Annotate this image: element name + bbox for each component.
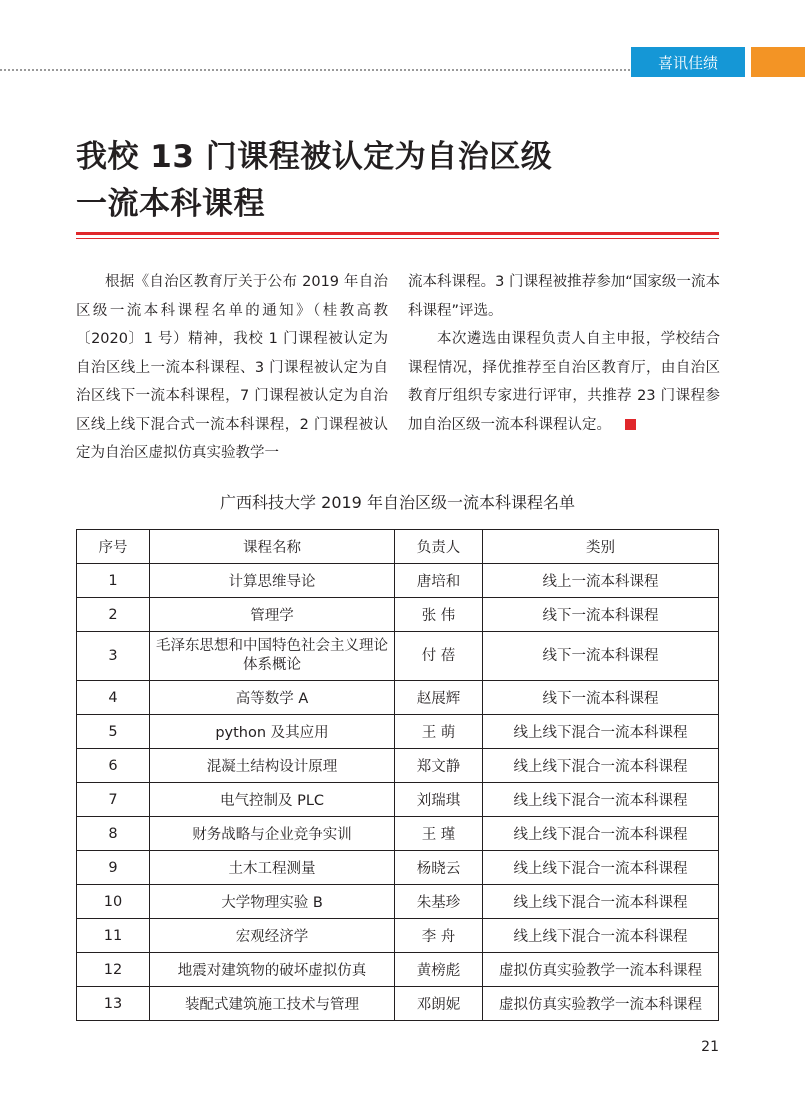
cell-course-name: 计算思维导论 xyxy=(150,564,395,598)
header-category: 类别 xyxy=(483,530,719,564)
cell-seq: 7 xyxy=(77,783,150,817)
table-header-row xyxy=(77,530,719,564)
cell-owner: 杨晓云 xyxy=(395,851,483,885)
body-paragraph-1-continued: 流本科课程。3 门课程被推荐参加“国家级一流本科课程”评选。 xyxy=(408,274,720,319)
cell-owner: 黄榜彪 xyxy=(395,953,483,987)
article-right-column xyxy=(408,268,720,439)
course-list-table xyxy=(76,529,719,1021)
cell-course-name: 电气控制及 PLC xyxy=(150,783,395,817)
article-title-line-2: 一流本科课程 xyxy=(76,186,265,222)
cell-seq: 11 xyxy=(77,919,150,953)
cell-category: 线下一流本科课程 xyxy=(483,598,719,632)
page-number: 21 xyxy=(701,1039,719,1055)
cell-owner: 朱基珍 xyxy=(395,885,483,919)
cell-course-name: 地震对建筑物的破坏虚拟仿真 xyxy=(150,953,395,987)
cell-category: 线上线下混合一流本科课程 xyxy=(483,851,719,885)
cell-category: 线上线下混合一流本科课程 xyxy=(483,783,719,817)
table-row xyxy=(77,885,719,919)
header-orange-block xyxy=(751,47,805,77)
cell-category: 线下一流本科课程 xyxy=(483,632,719,681)
cell-category: 线下一流本科课程 xyxy=(483,681,719,715)
cell-seq: 2 xyxy=(77,598,150,632)
cell-owner: 王 萌 xyxy=(395,715,483,749)
cell-category: 线上一流本科课程 xyxy=(483,564,719,598)
article-title xyxy=(76,134,716,228)
cell-owner: 李 舟 xyxy=(395,919,483,953)
table-title: 广西科技大学 2019 年自治区级一流本科课程名单 xyxy=(220,493,575,512)
body-paragraph-2 xyxy=(408,325,720,439)
table-row xyxy=(77,987,719,1021)
header-course-name: 课程名称 xyxy=(150,530,395,564)
cell-course-name: 大学物理实验 B xyxy=(150,885,395,919)
table-row xyxy=(77,953,719,987)
table-row xyxy=(77,681,719,715)
title-rule-thick xyxy=(76,232,719,235)
cell-course-name: 宏观经济学 xyxy=(150,919,395,953)
cell-course-name: 装配式建筑施工技术与管理 xyxy=(150,987,395,1021)
cell-course-name: 土木工程测量 xyxy=(150,851,395,885)
cell-category: 线上线下混合一流本科课程 xyxy=(483,715,719,749)
table-row xyxy=(77,715,719,749)
header-owner: 负责人 xyxy=(395,530,483,564)
cell-course-name: python 及其应用 xyxy=(150,715,395,749)
cell-owner: 唐培和 xyxy=(395,564,483,598)
cell-category: 线上线下混合一流本科课程 xyxy=(483,749,719,783)
article-title-line-1: 我校 13 门课程被认定为自治区级 xyxy=(76,139,553,175)
table-row xyxy=(77,564,719,598)
cell-category: 虚拟仿真实验教学一流本科课程 xyxy=(483,953,719,987)
section-tab-label: 喜讯佳绩 xyxy=(657,53,718,72)
cell-owner: 赵展辉 xyxy=(395,681,483,715)
cell-seq: 6 xyxy=(77,749,150,783)
cell-seq: 5 xyxy=(77,715,150,749)
section-tab xyxy=(631,47,745,77)
cell-seq: 9 xyxy=(77,851,150,885)
cell-owner: 付 蓓 xyxy=(395,632,483,681)
title-rule-thin xyxy=(76,238,719,239)
header-dotted-line xyxy=(0,69,630,71)
cell-owner: 郑文静 xyxy=(395,749,483,783)
cell-owner: 刘瑞琪 xyxy=(395,783,483,817)
cell-seq: 10 xyxy=(77,885,150,919)
cell-category: 虚拟仿真实验教学一流本科课程 xyxy=(483,987,719,1021)
cell-owner: 王 瑾 xyxy=(395,817,483,851)
table-row xyxy=(77,783,719,817)
cell-seq: 3 xyxy=(77,632,150,681)
cell-category: 线上线下混合一流本科课程 xyxy=(483,885,719,919)
cell-category: 线上线下混合一流本科课程 xyxy=(483,817,719,851)
table-row xyxy=(77,817,719,851)
header-seq: 序号 xyxy=(77,530,150,564)
table-row xyxy=(77,749,719,783)
table-row xyxy=(77,851,719,885)
cell-seq: 1 xyxy=(77,564,150,598)
cell-seq: 8 xyxy=(77,817,150,851)
cell-owner: 邓朗妮 xyxy=(395,987,483,1021)
cell-category: 线上线下混合一流本科课程 xyxy=(483,919,719,953)
cell-course-name: 毛泽东思想和中国特色社会主义理论体系概论 xyxy=(150,632,395,681)
table-row xyxy=(77,919,719,953)
table-row xyxy=(77,632,719,681)
cell-seq: 13 xyxy=(77,987,150,1021)
table-row xyxy=(77,598,719,632)
article-left-column xyxy=(76,268,388,468)
body-paragraph-2-text: 本次遴选由课程负责人自主申报，学校结合课程情况，择优推荐至自治区教育厅，由自治区教育厅组织专家进行评审，共推荐 23 门课程参加自治区级一流本科课程认定。 xyxy=(408,331,720,433)
cell-seq: 4 xyxy=(77,681,150,715)
cell-course-name: 管理学 xyxy=(150,598,395,632)
end-of-article-mark xyxy=(625,419,636,430)
body-paragraph-1: 根据《自治区教育厅关于公布 2019 年自治区级一流本科课程名单的通知》（桂教高教〔2020〕1 号）精神，我校 1 门课程被认定为自治区线上一流本科课程、3 门课程被认定为自治区线下一流本科课程，7 门课程被认定为自治区线上线下混合式一流本科课程，2 门课程被认定为自治区虚拟仿真实验教学一 xyxy=(76,274,388,461)
cell-course-name: 混凝土结构设计原理 xyxy=(150,749,395,783)
cell-course-name: 高等数学 A xyxy=(150,681,395,715)
cell-course-name: 财务战略与企业竞争实训 xyxy=(150,817,395,851)
cell-seq: 12 xyxy=(77,953,150,987)
cell-owner: 张 伟 xyxy=(395,598,483,632)
